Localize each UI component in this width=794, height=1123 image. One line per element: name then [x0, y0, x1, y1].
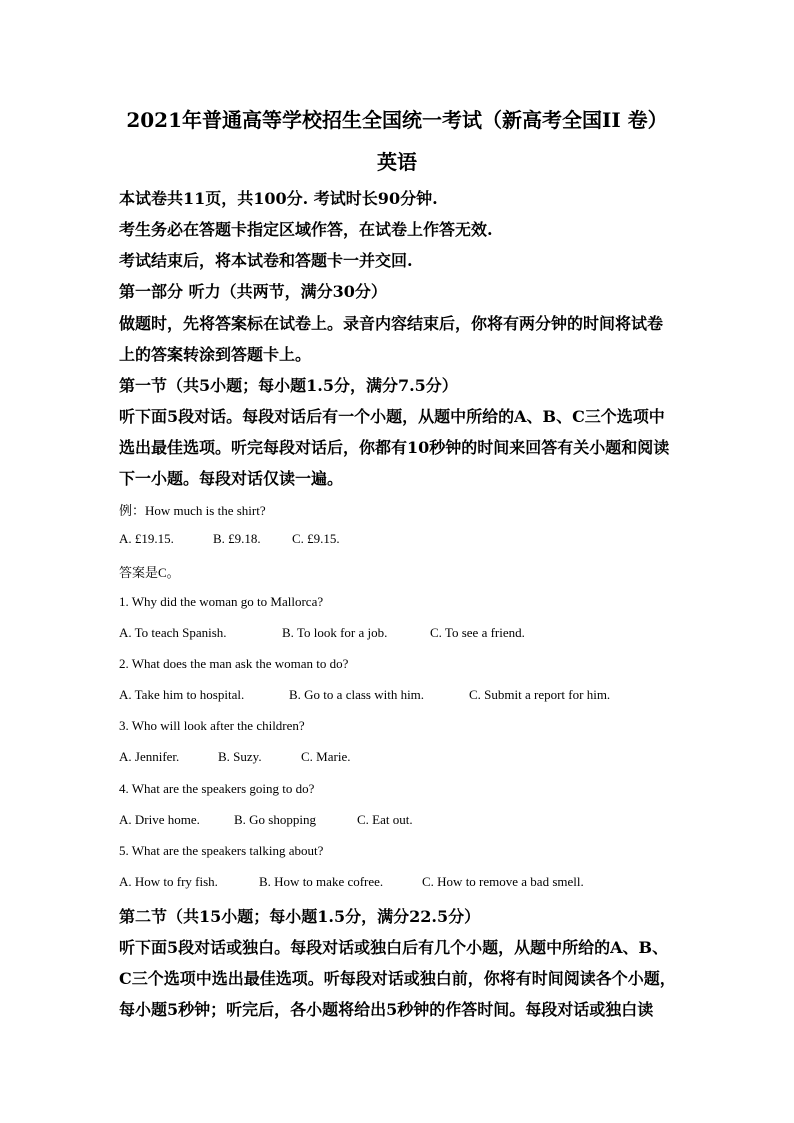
option-b: B. How to make cofree.	[259, 874, 384, 889]
option-b: B. Go to a class with him.	[289, 687, 425, 702]
example-options	[119, 531, 340, 547]
section1-direction-line: 选出最佳选项。听完每段对话后，你都有10秒钟的时间来回答有关小题和阅读	[119, 438, 670, 457]
option-a: A. Jennifer.	[119, 749, 180, 764]
option-c: C. Submit a report for him.	[469, 687, 611, 702]
option-b: B. Go shopping	[234, 812, 316, 827]
part1-note-line: 上的答案转涂到答题卡上。	[119, 345, 312, 364]
option-a: A. Take him to hospital.	[119, 687, 245, 702]
option-a: A. Drive home.	[119, 812, 200, 827]
question-4-options	[119, 812, 413, 828]
instruction-line: 考试结束后，将本试卷和答题卡一并交回.	[119, 251, 413, 270]
question-4: 4. What are the speakers going to do?	[119, 781, 315, 796]
section2-direction-line: 每小题5秒钟；听完后，各小题将给出5秒钟的作答时间。每段对话或独白读	[119, 1000, 654, 1019]
option-b: B. Suzy.	[218, 749, 262, 764]
option-c: C. To see a friend.	[430, 625, 525, 640]
option-c: C. £9.15.	[292, 531, 340, 546]
question-2: 2. What does the man ask the woman to do?	[119, 656, 349, 671]
option-b: B. £9.18.	[213, 531, 261, 546]
exam-title: 2021年普通高等学校招生全国统一考试（新高考全国II 卷）	[126, 108, 668, 132]
section1-direction-line: 听下面5段对话。每段对话后有一个小题，从题中所给的A、B、C三个选项中	[119, 407, 665, 426]
example-question: 例：How much is the shirt?	[119, 503, 266, 518]
example-answer: 答案是C。	[119, 565, 180, 580]
option-a: A. £19.15.	[119, 531, 174, 546]
question-1-options	[119, 625, 525, 641]
question-5-options	[119, 874, 584, 890]
option-c: C. How to remove a bad smell.	[422, 874, 584, 889]
question-3: 3. Who will look after the children?	[119, 718, 305, 733]
subject-title: 英语	[377, 150, 417, 174]
section2-heading: 第二节（共15小题；每小题1.5分，满分22.5分）	[119, 907, 481, 926]
question-5: 5. What are the speakers talking about?	[119, 843, 324, 858]
instruction-line: 本试卷共11页，共100分. 考试时长90分钟.	[119, 189, 438, 208]
part1-note-line: 做题时，先将答案标在试卷上。录音内容结束后，你将有两分钟的时间将试卷	[119, 314, 664, 333]
question-1: 1. Why did the woman go to Mallorca?	[119, 594, 324, 609]
section2-direction-line: C三个选项中选出最佳选项。听每段对话或独白前，你将有时间阅读各个小题，	[119, 969, 676, 988]
instruction-line: 考生务必在答题卡指定区域作答，在试卷上作答无效.	[119, 220, 493, 239]
option-a: A. To teach Spanish.	[119, 625, 227, 640]
question-2-options	[119, 687, 610, 703]
section1-direction-line: 下一小题。每段对话仅读一遍。	[119, 469, 344, 488]
section1-heading: 第一节（共5小题；每小题1.5分，满分7.5分）	[119, 376, 458, 395]
option-a: A. How to fry fish.	[119, 874, 218, 889]
question-3-options	[119, 749, 350, 765]
part1-heading: 第一部分 听力（共两节，满分30分）	[119, 282, 387, 301]
option-b: B. To look for a job.	[282, 625, 388, 640]
section2-direction-line: 听下面5段对话或独白。每段对话或独白后有几个小题，从题中所给的A、B、	[119, 938, 669, 957]
option-c: C. Eat out.	[357, 812, 413, 827]
option-c: C. Marie.	[301, 749, 351, 764]
